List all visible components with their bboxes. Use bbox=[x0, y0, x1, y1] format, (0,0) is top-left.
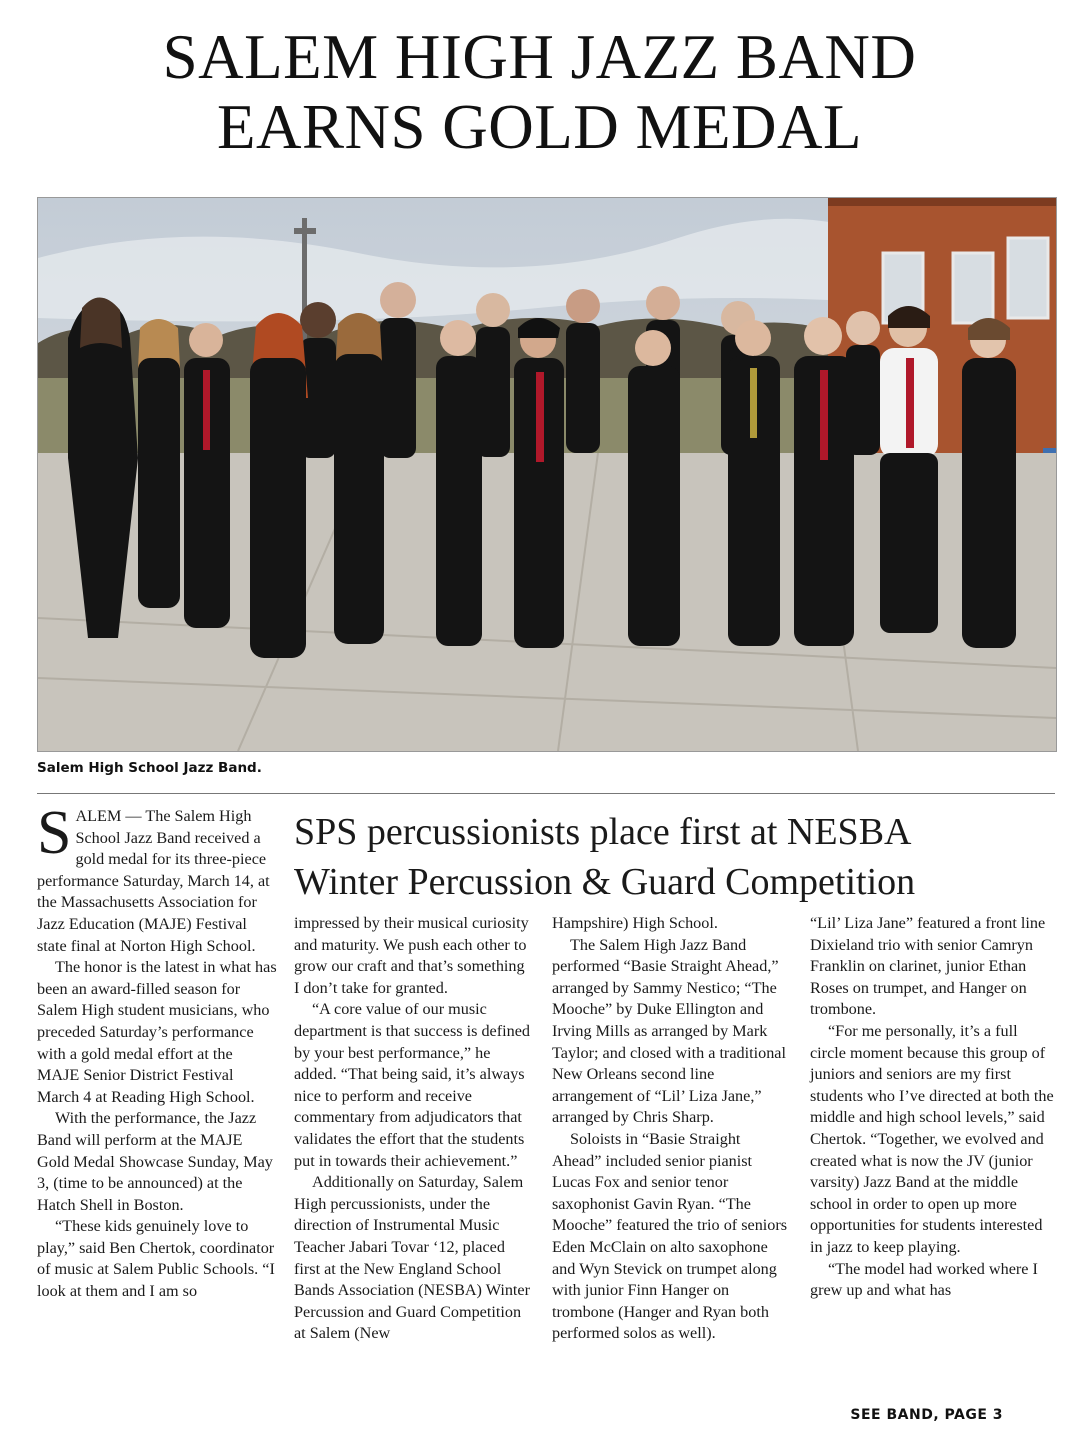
article-paragraph: Soloists in “Basie Straight Ahead” included senior pianist Lucas Fox and senior tenor saxophonist Gavin Ryan. “The Mooche” featured the trio of seniors Eden McClain on alto saxophone and Wyn Stevick on trumpet along with junior Finn Hanger on trombone (Hanger and Ryan both performed solos as well). bbox=[552, 1129, 788, 1343]
headline bbox=[0, 22, 1079, 162]
sub-headline-line-2: Winter Percussion & Guard Competition bbox=[294, 861, 916, 903]
continued-on-page-link[interactable]: SEE BAND, PAGE 3 bbox=[850, 1407, 1003, 1423]
drop-cap: S bbox=[37, 799, 72, 867]
article-column-1 bbox=[37, 799, 277, 1303]
article-paragraph: Additionally on Saturday, Salem High percussionists, under the direction of Instrumental Music Teacher Jabari Tovar ‘12, placed first at the New England School Bands Association (NESBA) Winter Percussion and Guard Competition at Salem (New bbox=[294, 1173, 530, 1343]
article-lead-text: ALEM — The Salem High School Jazz Band received a gold medal for its three-piece performance Saturday, March 14, at the Massachusetts Association for Jazz Education (MAJE) Festival state final at Norton High School. bbox=[37, 807, 270, 955]
article-paragraph: The Salem High Jazz Band performed “Basie Straight Ahead,” arranged by Sammy Nestico; “The Mooche” by Duke Ellington and Irving Mills as arranged by Mark Taylor; and closed with a traditional New Orleans second line arrangement of “Lil’ Liza Jane,” arranged by Chris Sharp. bbox=[552, 935, 786, 1127]
sub-headline bbox=[294, 807, 1055, 907]
article-paragraph: “A core value of our music department is that success is defined by your best performance,” he added. “That being said, it’s always nice to perform and receive commentary from adjudicators that validates the effort that the students put in towards their achievement.” bbox=[294, 1000, 530, 1170]
article-paragraph: The honor is the latest in what has been an award-filled season for Salem High student musicians, who preceded Saturday’s performance with a gold medal effort at the MAJE Senior District Festival March 4 at Reading High School. bbox=[37, 958, 277, 1106]
band-photo-illustration bbox=[38, 198, 1056, 751]
headline-line-2: EARNS GOLD MEDAL bbox=[217, 92, 862, 162]
article-paragraph: “Lil’ Liza Jane” featured a front line Dixieland trio with senior Camryn Franklin on clarinet, junior Ethan Roses on trumpet, and Hanger on trombone. bbox=[810, 914, 1046, 1019]
article-column-4 bbox=[810, 913, 1055, 1302]
photo-caption: Salem High School Jazz Band. bbox=[37, 760, 262, 776]
article-paragraph: “These kids genuinely love to play,” said Ben Chertok, coordinator of music at Salem Public Schools. “I look at them and I am so bbox=[37, 1217, 275, 1301]
section-divider bbox=[37, 793, 1055, 794]
sub-headline-line-1: SPS percussionists place first at NESBA bbox=[294, 811, 912, 853]
article-paragraph: With the performance, the Jazz Band will perform at the MAJE Gold Medal Showcase Sunday, May 3, (time to be announced) at the Hatch Shell in Boston. bbox=[37, 1109, 273, 1214]
band-photo bbox=[37, 197, 1057, 752]
article-column-2 bbox=[294, 913, 530, 1345]
article-paragraph: “For me personally, it’s a full circle moment because this group of juniors and seniors are my first students who I’ve directed at both the middle and high school levels,” said Chertok. “Together, we evolved and created what is now the JV (junior varsity) Jazz Band at the middle school in order to open up more opportunities for students interested in jazz to keep playing. bbox=[810, 1021, 1054, 1256]
article-paragraph: impressed by their musical curiosity and maturity. We push each other to grow our craft and that’s something I don’t take for granted. bbox=[294, 914, 529, 997]
article-lead bbox=[37, 799, 277, 957]
article-paragraph: Hampshire) High School. bbox=[552, 914, 718, 932]
article-paragraph: “The model had worked where I grew up and what has bbox=[810, 1259, 1038, 1300]
headline-line-1: SALEM HIGH JAZZ BAND bbox=[162, 22, 917, 92]
article-column-3 bbox=[552, 913, 792, 1345]
